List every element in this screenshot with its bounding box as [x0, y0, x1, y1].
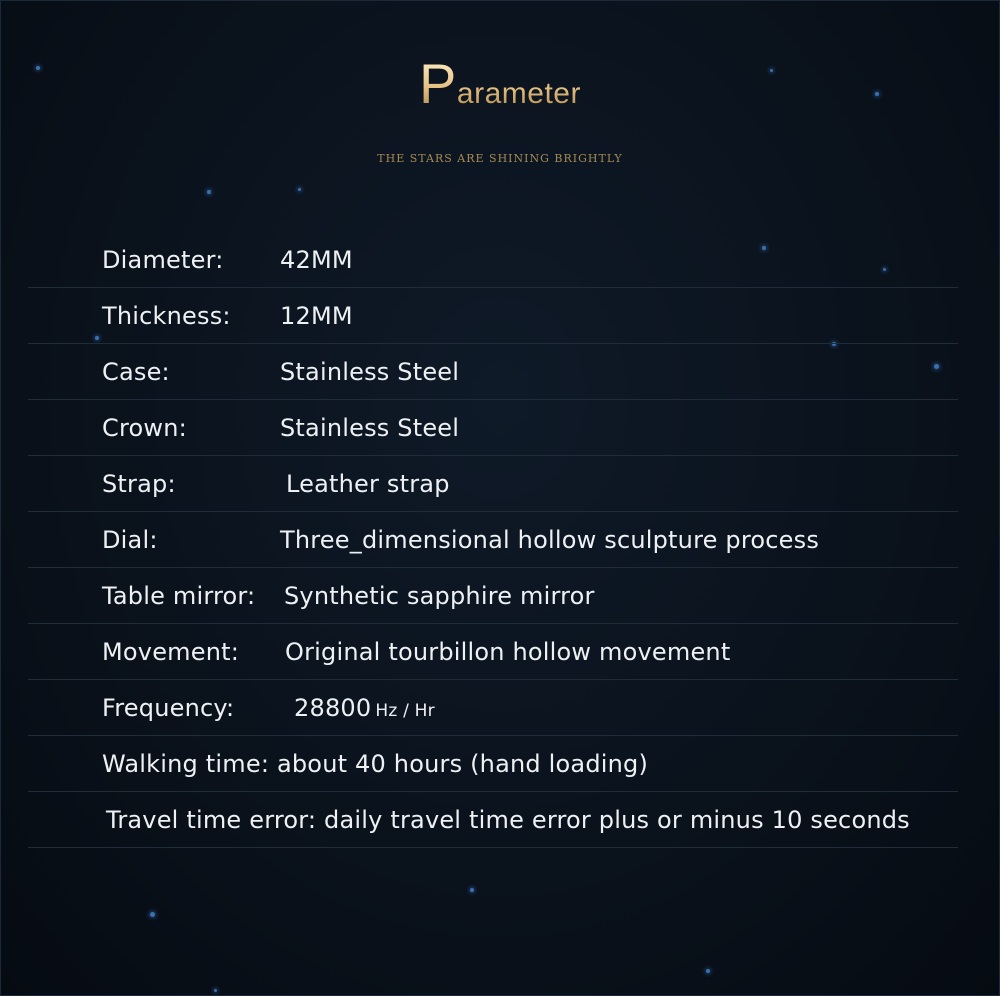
page-subtitle: THE STARS ARE SHINING BRIGHTLY	[377, 152, 623, 165]
travel-time-error-label: Travel time error:	[106, 805, 317, 834]
star	[207, 190, 211, 194]
spec-label: Frequency:	[102, 693, 235, 722]
title-rest: arameter	[456, 77, 581, 110]
spec-label: Strap:	[102, 469, 176, 498]
spec-label: Table mirror:	[102, 581, 256, 610]
spec-row-walking-time	[28, 736, 958, 792]
spec-row-crown	[28, 400, 958, 456]
spec-value: Stainless Steel	[280, 413, 460, 442]
spec-row-diameter	[28, 232, 958, 288]
spec-label: Crown:	[102, 413, 187, 442]
star	[470, 888, 474, 892]
page-title	[419, 52, 581, 115]
spec-label: Thickness:	[102, 301, 231, 330]
spec-row-dial	[28, 512, 958, 568]
spec-value: Synthetic sapphire mirror	[284, 581, 595, 610]
spec-value: Leather strap	[286, 469, 450, 498]
title-initial: P	[419, 52, 457, 115]
spec-label	[106, 806, 910, 834]
spec-label: Dial:	[102, 525, 158, 554]
frequency-unit: Hz / Hr	[375, 700, 435, 721]
star	[706, 969, 710, 973]
spec-value: 42MM	[280, 245, 353, 274]
spec-row-table-mirror	[28, 568, 958, 624]
star	[298, 188, 301, 191]
spec-row-movement	[28, 624, 958, 680]
spec-row-strap	[28, 456, 958, 512]
spec-row-thickness	[28, 288, 958, 344]
page-header	[0, 52, 1000, 115]
spec-label: Diameter:	[102, 245, 224, 274]
spec-row-travel-time-error	[28, 792, 958, 848]
spec-row-frequency	[28, 680, 958, 736]
spec-value: Original tourbillon hollow movement	[285, 637, 731, 666]
walking-time-value: about 40 hours (hand loading)	[276, 749, 649, 778]
frequency-number: 28800	[294, 693, 372, 722]
spec-label	[102, 750, 648, 778]
star	[150, 912, 155, 917]
spec-value: Stainless Steel	[280, 357, 460, 386]
walking-time-label: Walking time:	[102, 749, 270, 778]
spec-value: Three_dimensional hollow sculpture process	[280, 525, 820, 554]
travel-time-error-value: daily travel time error plus or minus 10 seconds	[324, 805, 910, 834]
spec-value	[294, 694, 435, 722]
star	[214, 989, 217, 992]
spec-value: 12MM	[280, 301, 353, 330]
spec-label: Movement:	[102, 637, 240, 666]
spec-label: Case:	[102, 357, 170, 386]
spec-row-case	[28, 344, 958, 400]
spec-table	[28, 232, 958, 848]
